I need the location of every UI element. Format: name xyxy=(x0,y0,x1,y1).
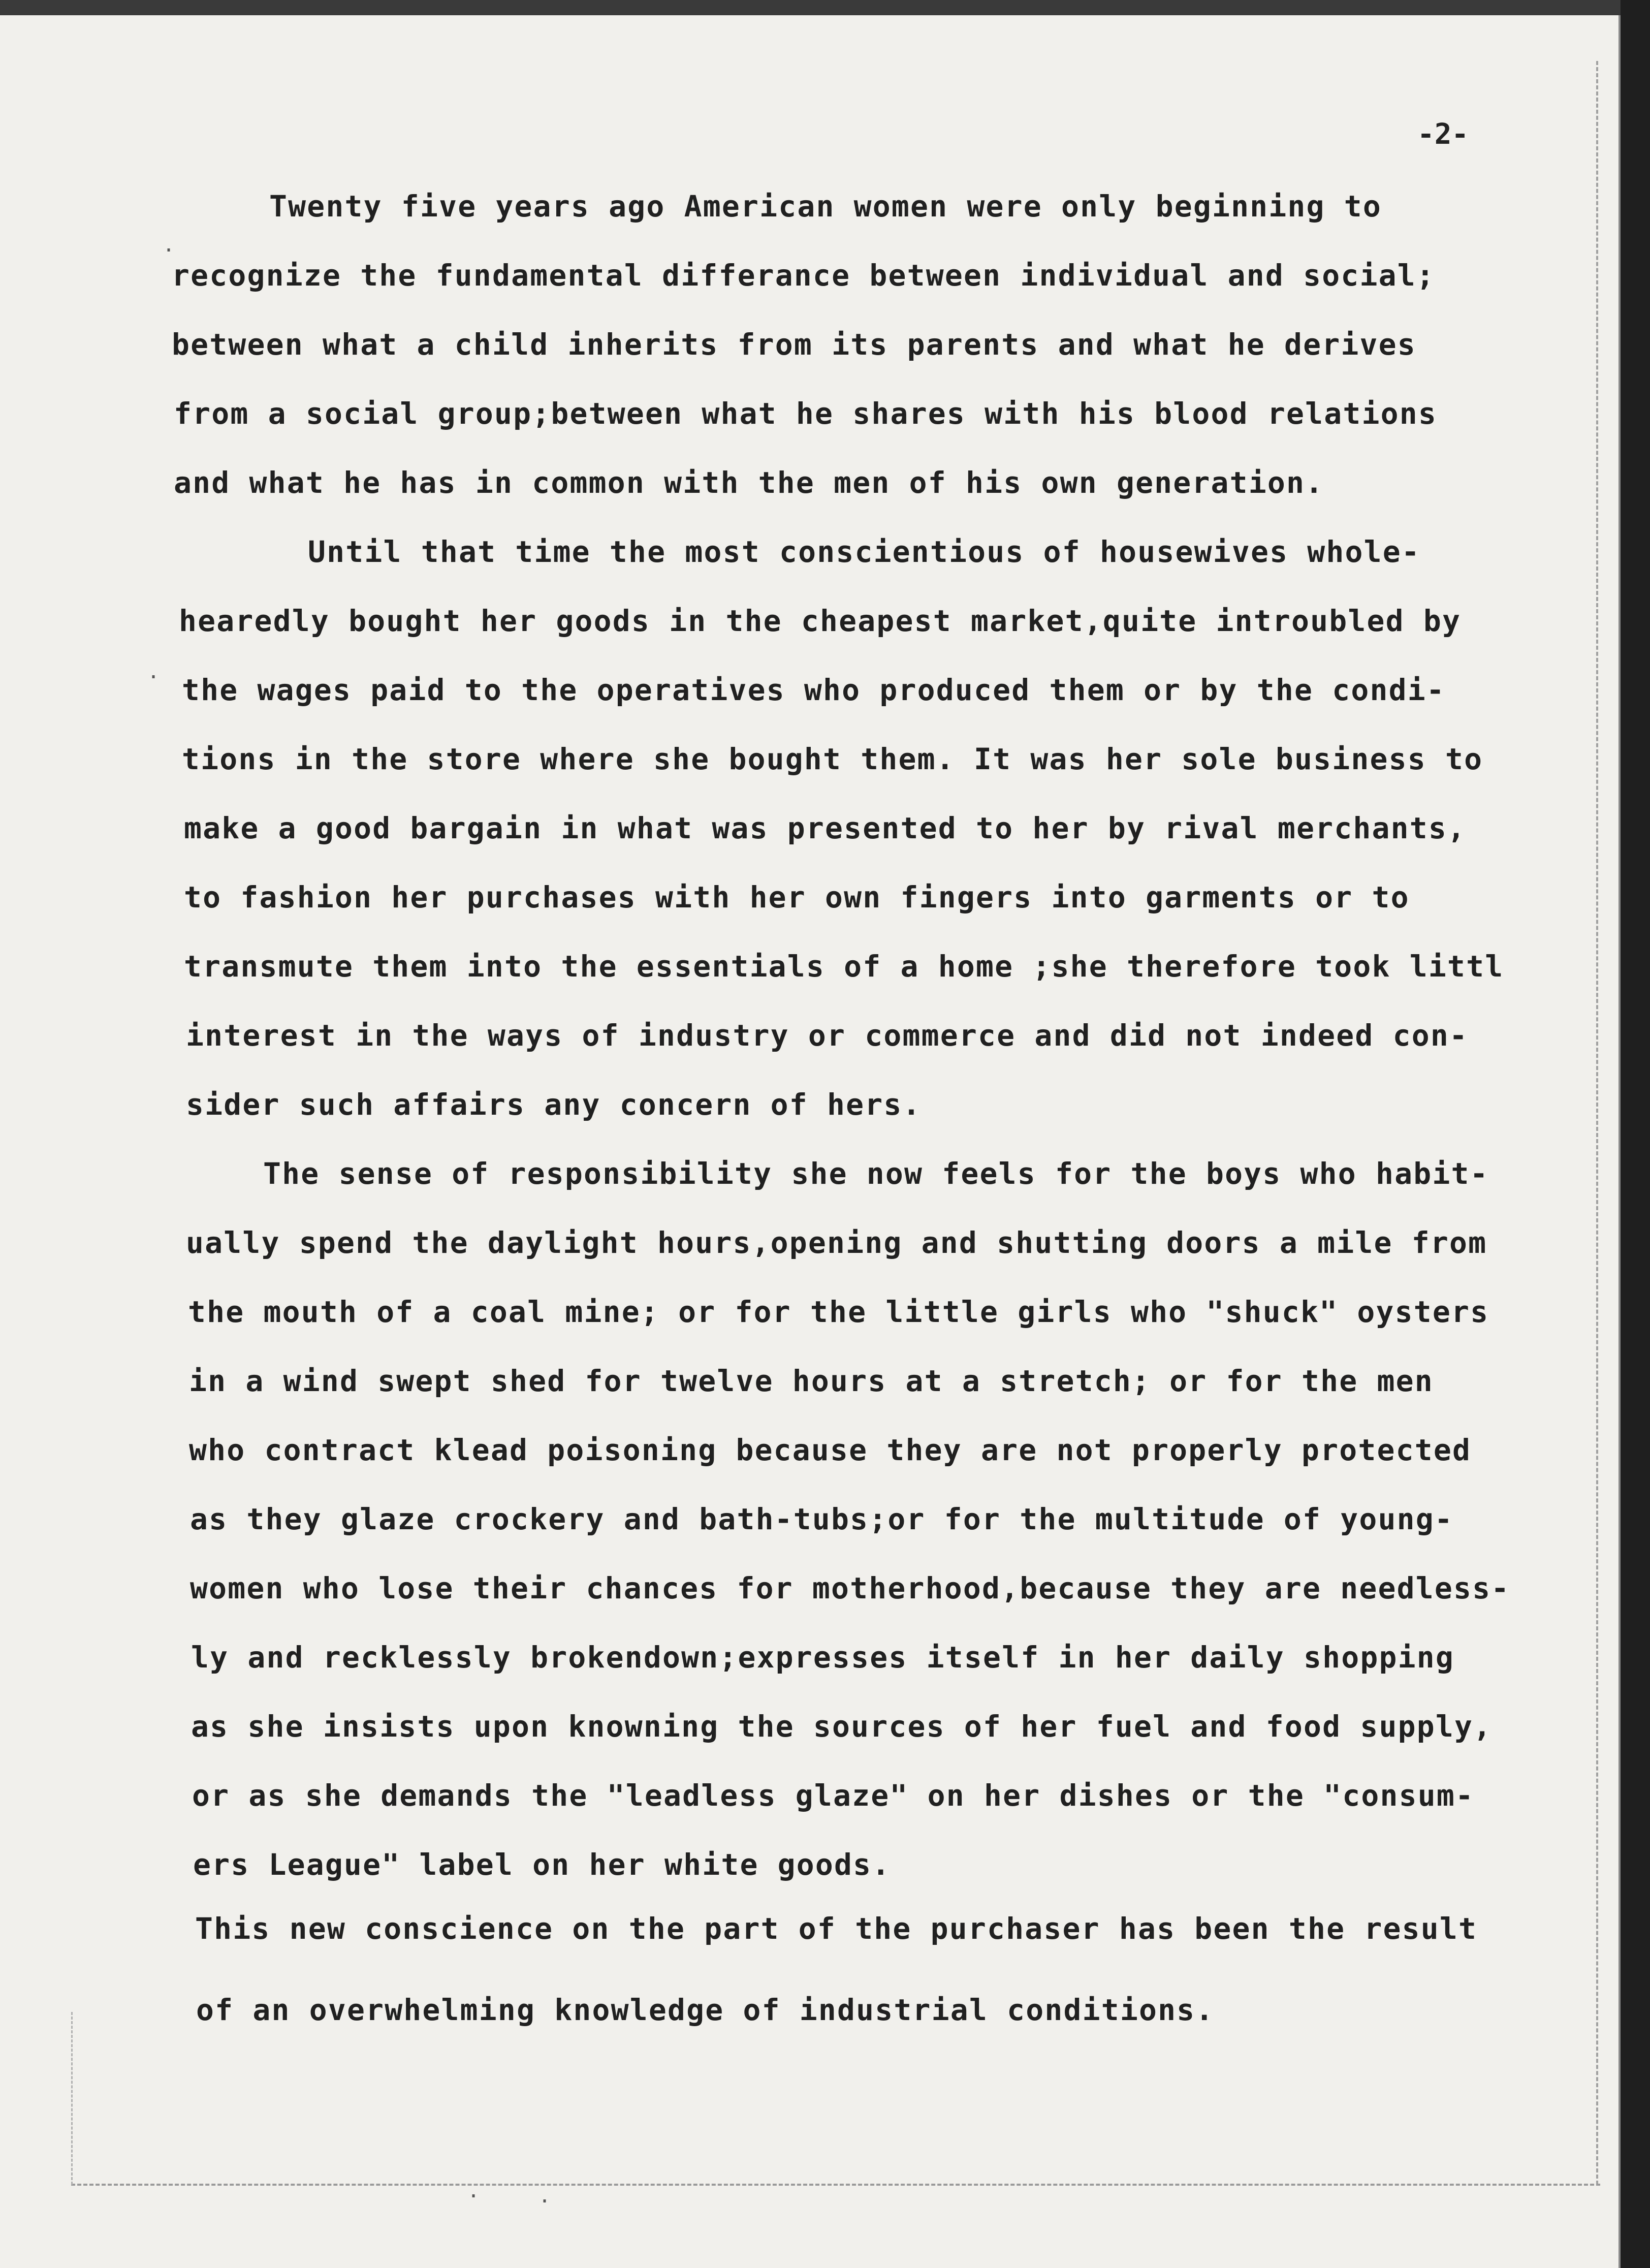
text-line: interest in the ways of industry or commerce and did not indeed con- xyxy=(186,1018,1469,1053)
text-line: This new conscience on the part of the purchaser has been the result xyxy=(195,1911,1478,1946)
text-line: women who lose their chances for motherhood,because they are needless- xyxy=(190,1571,1510,1605)
text-line: sider such affairs any concern of hers. xyxy=(186,1087,922,1122)
text-line: ually spend the daylight hours,opening and shutting doors a mile from xyxy=(186,1225,1487,1260)
text-line: make a good bargain in what was presented to her by rival merchants, xyxy=(184,811,1467,845)
paper-edge-shadow xyxy=(1619,15,1621,2268)
page-border-right xyxy=(1596,61,1598,2185)
text-line: The sense of responsibility she now feels for the boys who habit- xyxy=(263,1156,1489,1191)
text-line: as she insists upon knowning the sources of her fuel and food supply, xyxy=(191,1709,1493,1744)
scan-speck: · xyxy=(538,2190,551,2213)
text-line: Until that time the most conscientious of housewives whole- xyxy=(308,534,1421,569)
text-line: or as she demands the "leadless glaze" on her dishes or the "consum- xyxy=(192,1778,1475,1813)
text-line: from a social group;between what he shares with his blood relations xyxy=(174,396,1437,431)
text-line: Twenty five years ago American women were only beginning to xyxy=(269,189,1382,224)
text-line: and what he has in common with the men of his own generation. xyxy=(174,465,1324,500)
text-line: transmute them into the essentials of a home ;she therefore took littl xyxy=(184,949,1504,984)
scan-top-edge xyxy=(0,0,1650,15)
text-line: ers League" label on her white goods. xyxy=(193,1847,891,1882)
text-line: the mouth of a coal mine; or for the little girls who "shuck" oysters xyxy=(188,1295,1489,1329)
text-line: in a wind swept shed for twelve hours at a stretch; or for the men xyxy=(189,1364,1434,1398)
scan-right-edge xyxy=(1621,0,1650,2268)
text-line: ly and recklessly brokendown;expresses itself in her daily shopping xyxy=(191,1640,1454,1675)
text-line: of an overwhelming knowledge of industrial conditions. xyxy=(196,1993,1215,2027)
scan-speck: · xyxy=(467,2185,480,2208)
text-line: to fashion her purchases with her own fingers into garments or to xyxy=(184,880,1410,915)
text-line: tions in the store where she bought them. It was her sole business to xyxy=(182,742,1483,776)
text-line: recognize the fundamental differance between individual and social; xyxy=(172,258,1435,293)
text-line: hearedly bought her goods in the cheapest market,quite introubled by xyxy=(179,604,1462,638)
page-border-left xyxy=(71,2012,73,2185)
text-line: the wages paid to the operatives who produced them or by the condi- xyxy=(182,673,1445,707)
page-border-bottom xyxy=(71,2184,1600,2186)
scan-speck: · xyxy=(147,666,160,689)
page-number: -2- xyxy=(1417,118,1469,151)
scan-speck: · xyxy=(163,239,175,262)
text-line: as they glaze crockery and bath-tubs;or for the multitude of young- xyxy=(190,1502,1453,1536)
text-line: between what a child inherits from its parents and what he derives xyxy=(172,327,1416,362)
text-line: who contract klead poisoning because they are not properly protected xyxy=(189,1433,1472,1467)
